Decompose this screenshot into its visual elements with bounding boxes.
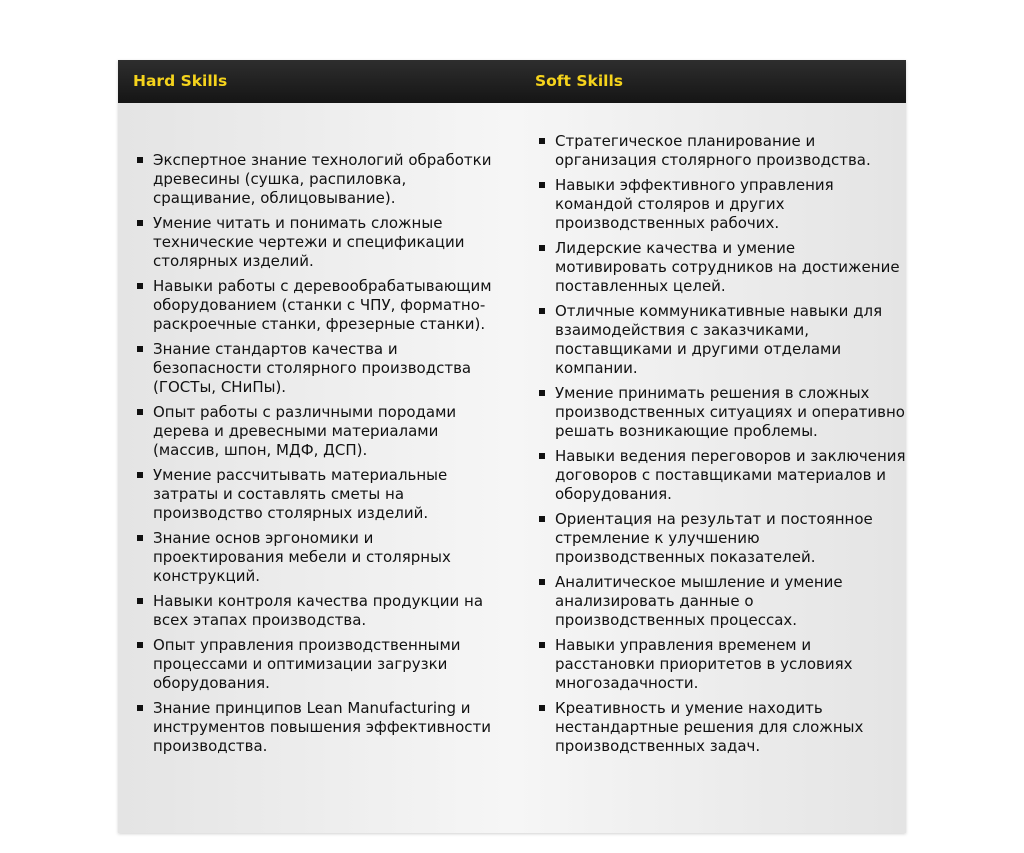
soft-skill-item: Умение принимать решения в сложных производственных ситуациях и оперативно решать возникающие проблемы. bbox=[537, 384, 907, 441]
hard-skill-item: Умение читать и понимать сложные технические чертежи и спецификации столярных изделий. bbox=[135, 214, 505, 271]
soft-skills-list bbox=[537, 132, 907, 756]
hard-skill-item: Экспертное знание технологий обработки древесины (сушка, распиловка, сращивание, облицовывание). bbox=[135, 151, 505, 208]
soft-skill-item: Креативность и умение находить нестандартные решения для сложных производственных задач. bbox=[537, 699, 907, 756]
hard-skill-item: Опыт управления производственными процессами и оптимизации загрузки оборудования. bbox=[135, 636, 505, 693]
soft-skills-column bbox=[537, 132, 907, 762]
soft-skill-item: Лидерские качества и умение мотивировать сотрудников на достижение поставленных целей. bbox=[537, 239, 907, 296]
soft-skill-item: Навыки эффективного управления командой столяров и других производственных рабочих. bbox=[537, 176, 907, 233]
hard-skills-list bbox=[135, 151, 505, 756]
skills-table bbox=[118, 60, 906, 833]
hard-skill-item: Знание принципов Lean Manufacturing и инструментов повышения эффективности производства. bbox=[135, 699, 505, 756]
hard-skill-item: Умение рассчитывать материальные затраты и составлять сметы на производство столярных изделий. bbox=[135, 466, 505, 523]
soft-skill-item: Отличные коммуникативные навыки для взаимодействия с заказчиками, поставщиками и другими отделами компании. bbox=[537, 302, 907, 378]
soft-skill-item: Ориентация на результат и постоянное стремление к улучшению производственных показателей. bbox=[537, 510, 907, 567]
soft-skill-item: Навыки ведения переговоров и заключения договоров с поставщиками материалов и оборудования. bbox=[537, 447, 907, 504]
soft-skill-item: Стратегическое планирование и организация столярного производства. bbox=[537, 132, 907, 170]
hard-skill-item: Навыки работы с деревообрабатывающим оборудованием (станки с ЧПУ, форматно-раскроечные станки, фрезерные станки). bbox=[135, 277, 505, 334]
hard-skill-item: Знание стандартов качества и безопасности столярного производства (ГОСТы, СНиПы). bbox=[135, 340, 505, 397]
soft-skill-item: Аналитическое мышление и умение анализировать данные о производственных процессах. bbox=[537, 573, 907, 630]
table-header bbox=[118, 60, 906, 103]
hard-skill-item: Опыт работы с различными породами дерева и древесными материалами (массив, шпон, МДФ, ДСП). bbox=[135, 403, 505, 460]
hard-skill-item: Навыки контроля качества продукции на всех этапах производства. bbox=[135, 592, 505, 630]
soft-skills-header: Soft Skills bbox=[535, 72, 623, 90]
hard-skills-column bbox=[135, 151, 505, 762]
hard-skills-header: Hard Skills bbox=[133, 72, 228, 90]
hard-skill-item: Знание основ эргономики и проектирования мебели и столярных конструкций. bbox=[135, 529, 505, 586]
soft-skill-item: Навыки управления временем и расстановки приоритетов в условиях многозадачности. bbox=[537, 636, 907, 693]
